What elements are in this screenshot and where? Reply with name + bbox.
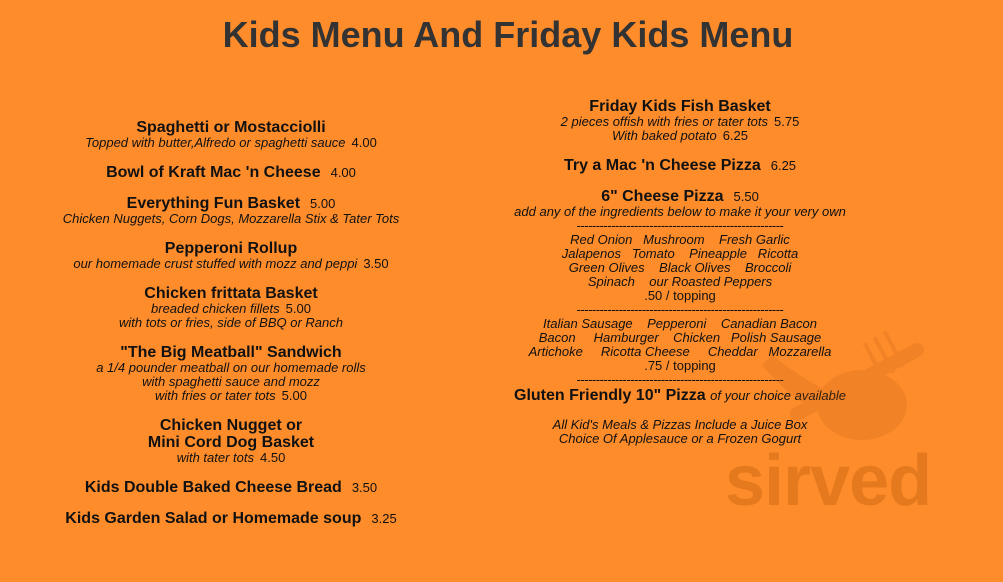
item-desc: with tots or fries, side of BBQ or Ranch [119,315,343,330]
item-name: 6" Cheese Pizza [601,188,724,205]
item-desc: Topped with butter,Alfredo or spaghetti sauce [85,135,346,150]
item-name: Pepperoni Rollup [164,240,298,257]
divider: ------------------------------------------------------ [576,372,784,387]
divider: ------------------------------------------------------ [576,218,784,233]
topping-line: Bacon Hamburger Chicken Polish Sausage [538,330,822,345]
item-price: 6.25 [770,158,797,173]
item-desc: a 1/4 pounder meatball on our homemade rolls [96,360,366,375]
item-price: 4.00 [330,165,356,180]
menu-item-salad-soup [40,510,422,527]
item-name: Kids Garden Salad or Homemade soup [65,510,362,527]
item-name: Chicken Nugget or [159,417,303,434]
sirved-watermark: sirved [725,441,932,521]
topping-price: .75 / topping [644,358,716,373]
item-price: 4.50 [260,450,286,465]
divider: ------------------------------------------------------ [576,302,784,317]
item-price: 3.25 [371,511,397,526]
item-name: Bowl of Kraft Mac 'n Cheese [106,164,321,181]
menu-item-cheese-pizza [490,188,870,219]
item-price: 5.50 [733,189,759,204]
item-name: Gluten Friendly 10" Pizza [514,387,706,404]
topping-line: Artichoke Ricotta Cheese Cheddar Mozzarella [528,344,832,359]
item-price: 3.50 [351,480,378,495]
footer-note: All Kid's Meals & Pizzas Include a Juice Box [552,417,808,432]
menu-item-cheese-bread [40,479,422,496]
item-desc: of your choice available [710,388,846,403]
item-desc: With baked potato [612,128,717,143]
item-name: Everything Fun Basket [126,195,301,212]
item-name: Friday Kids Fish Basket [589,98,771,115]
menu-item-meatball-sandwich [40,344,422,403]
topping-line: Red Onion Mushroom Fresh Garlic [570,232,790,247]
menu-item-frittata-basket [40,285,422,330]
item-price: 4.00 [351,135,377,150]
item-desc: 2 pieces offish with fries or tater tots [560,114,769,129]
item-desc: with tater tots [176,450,254,465]
topping-price: .50 / topping [644,288,716,303]
menu-item-mac-pizza [490,157,870,174]
item-price: 6.25 [722,128,748,143]
item-name: "The Big Meatball" Sandwich [120,344,342,361]
menu-item-macncheese [40,164,422,181]
item-price: 5.00 [310,196,336,211]
item-name: Try a Mac 'n Cheese Pizza [563,157,761,174]
menu-item-pepperoni-rollup [40,240,422,271]
item-price: 5.75 [774,114,800,129]
item-price: 5.00 [281,388,307,403]
topping-line: Jalapenos Tomato Pineapple Ricotta [561,246,799,261]
item-name: Spaghetti or Mostacciolli [136,119,326,136]
item-desc: Chicken Nuggets, Corn Dogs, Mozzarella Stix & Tater Tots [62,211,400,226]
item-desc: with spaghetti sauce and mozz [142,374,320,389]
item-desc: our homemade crust stuffed with mozz and peppi [73,256,358,271]
footer-note: Choice Of Applesauce or a Frozen Gogurt [558,431,802,446]
menu-item-fish-basket [490,98,870,143]
item-desc: breaded chicken fillets [151,301,280,316]
item-desc: add any of the ingredients below to make it your very own [514,204,846,219]
topping-line: Spinach our Roasted Peppers [587,274,773,289]
item-price: 3.50 [363,256,389,271]
left-column [40,119,422,527]
item-name: Chicken frittata Basket [144,285,318,302]
item-name: Mini Cord Dog Basket [147,434,315,451]
menu-title: Kids Menu And Friday Kids Menu [222,14,794,55]
topping-line: Italian Sausage Pepperoni Canadian Bacon [543,316,817,331]
menu-item-spaghetti [40,119,422,150]
item-price: 5.00 [285,301,311,316]
topping-line: Green Olives Black Olives Broccoli [568,260,792,275]
menu-item-nugget-basket [40,417,422,465]
item-name: Kids Double Baked Cheese Bread [84,479,342,496]
menu-item-fun-basket [40,195,422,226]
item-desc: with fries or tater tots [155,388,276,403]
